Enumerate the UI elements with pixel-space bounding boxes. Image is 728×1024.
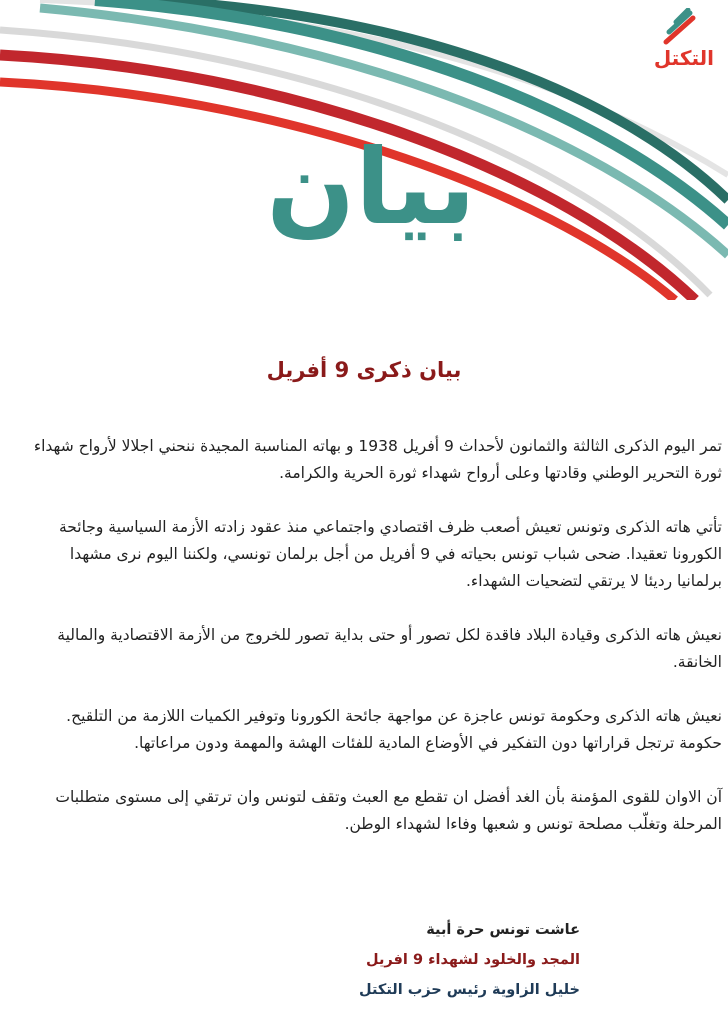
closing-tribute: المجد والخلود لشهداء 9 افريل (366, 952, 580, 968)
paragraph: تمر اليوم الذكرى الثالثة والثمانون لأحداث 9 أفريل 1938 و بهاته المناسبة المجيدة ننحني اجلالا لأرواح شهداء ثورة التحرير الوطني وقادتها وعلى أرواح شهداء ثورة الحرية والكرامة. (33, 437, 722, 482)
signatory: خليل الزاوية رئيس حزب التكتل (359, 982, 580, 998)
paragraph: نعيش هاته الذكرى وحكومة تونس عاجزة عن مواجهة جائحة الكورونا وتوفير الكميات اللازمة من التلقيح. حكومة ترتجل قراراتها دون التفكير في الأوضاع المادية للفئات الهشة والمهمة ودون مراعاتها. (66, 707, 722, 752)
document-title: بيان ذكرى 9 أفريل (266, 358, 462, 382)
paragraph: تأتي هاته الذكرى وتونس تعيش أصعب ظرف اقتصادي واجتماعي منذ عقود زادته الأزمة السياسية وجائحة الكورونا تعقيدا. ضحى شباب تونس بحياته في 9 أفريل من أجل برلمان تونسي، ولكننا اليوم نرى مشهدا برلمانيا رديئا لا يرتقي لتضحيات الشهداء. (58, 518, 722, 590)
paragraph: آن الاوان للقوى المؤمنة بأن الغد أفضل ان تقطع مع العبث وتقف لتونس وان ترتقي إلى مستوى متطلبات المرحلة وتغلّب مصلحة تونس و شعبها وفاءا لشهداء الوطن. (55, 788, 722, 833)
document-body (30, 433, 722, 865)
closing-slogan: عاشت تونس حرة أبية (426, 922, 580, 938)
logo-text: التكتل (653, 46, 714, 70)
paragraph: نعيش هاته الذكرى وقيادة البلاد فاقدة لكل تصور أو حتى بداية تصور للخروج من الأزمة الاقتصادية والمالية الخانقة. (57, 626, 722, 671)
closing-signature (280, 915, 580, 1005)
statement-heading-graphic: بيان (266, 126, 476, 248)
